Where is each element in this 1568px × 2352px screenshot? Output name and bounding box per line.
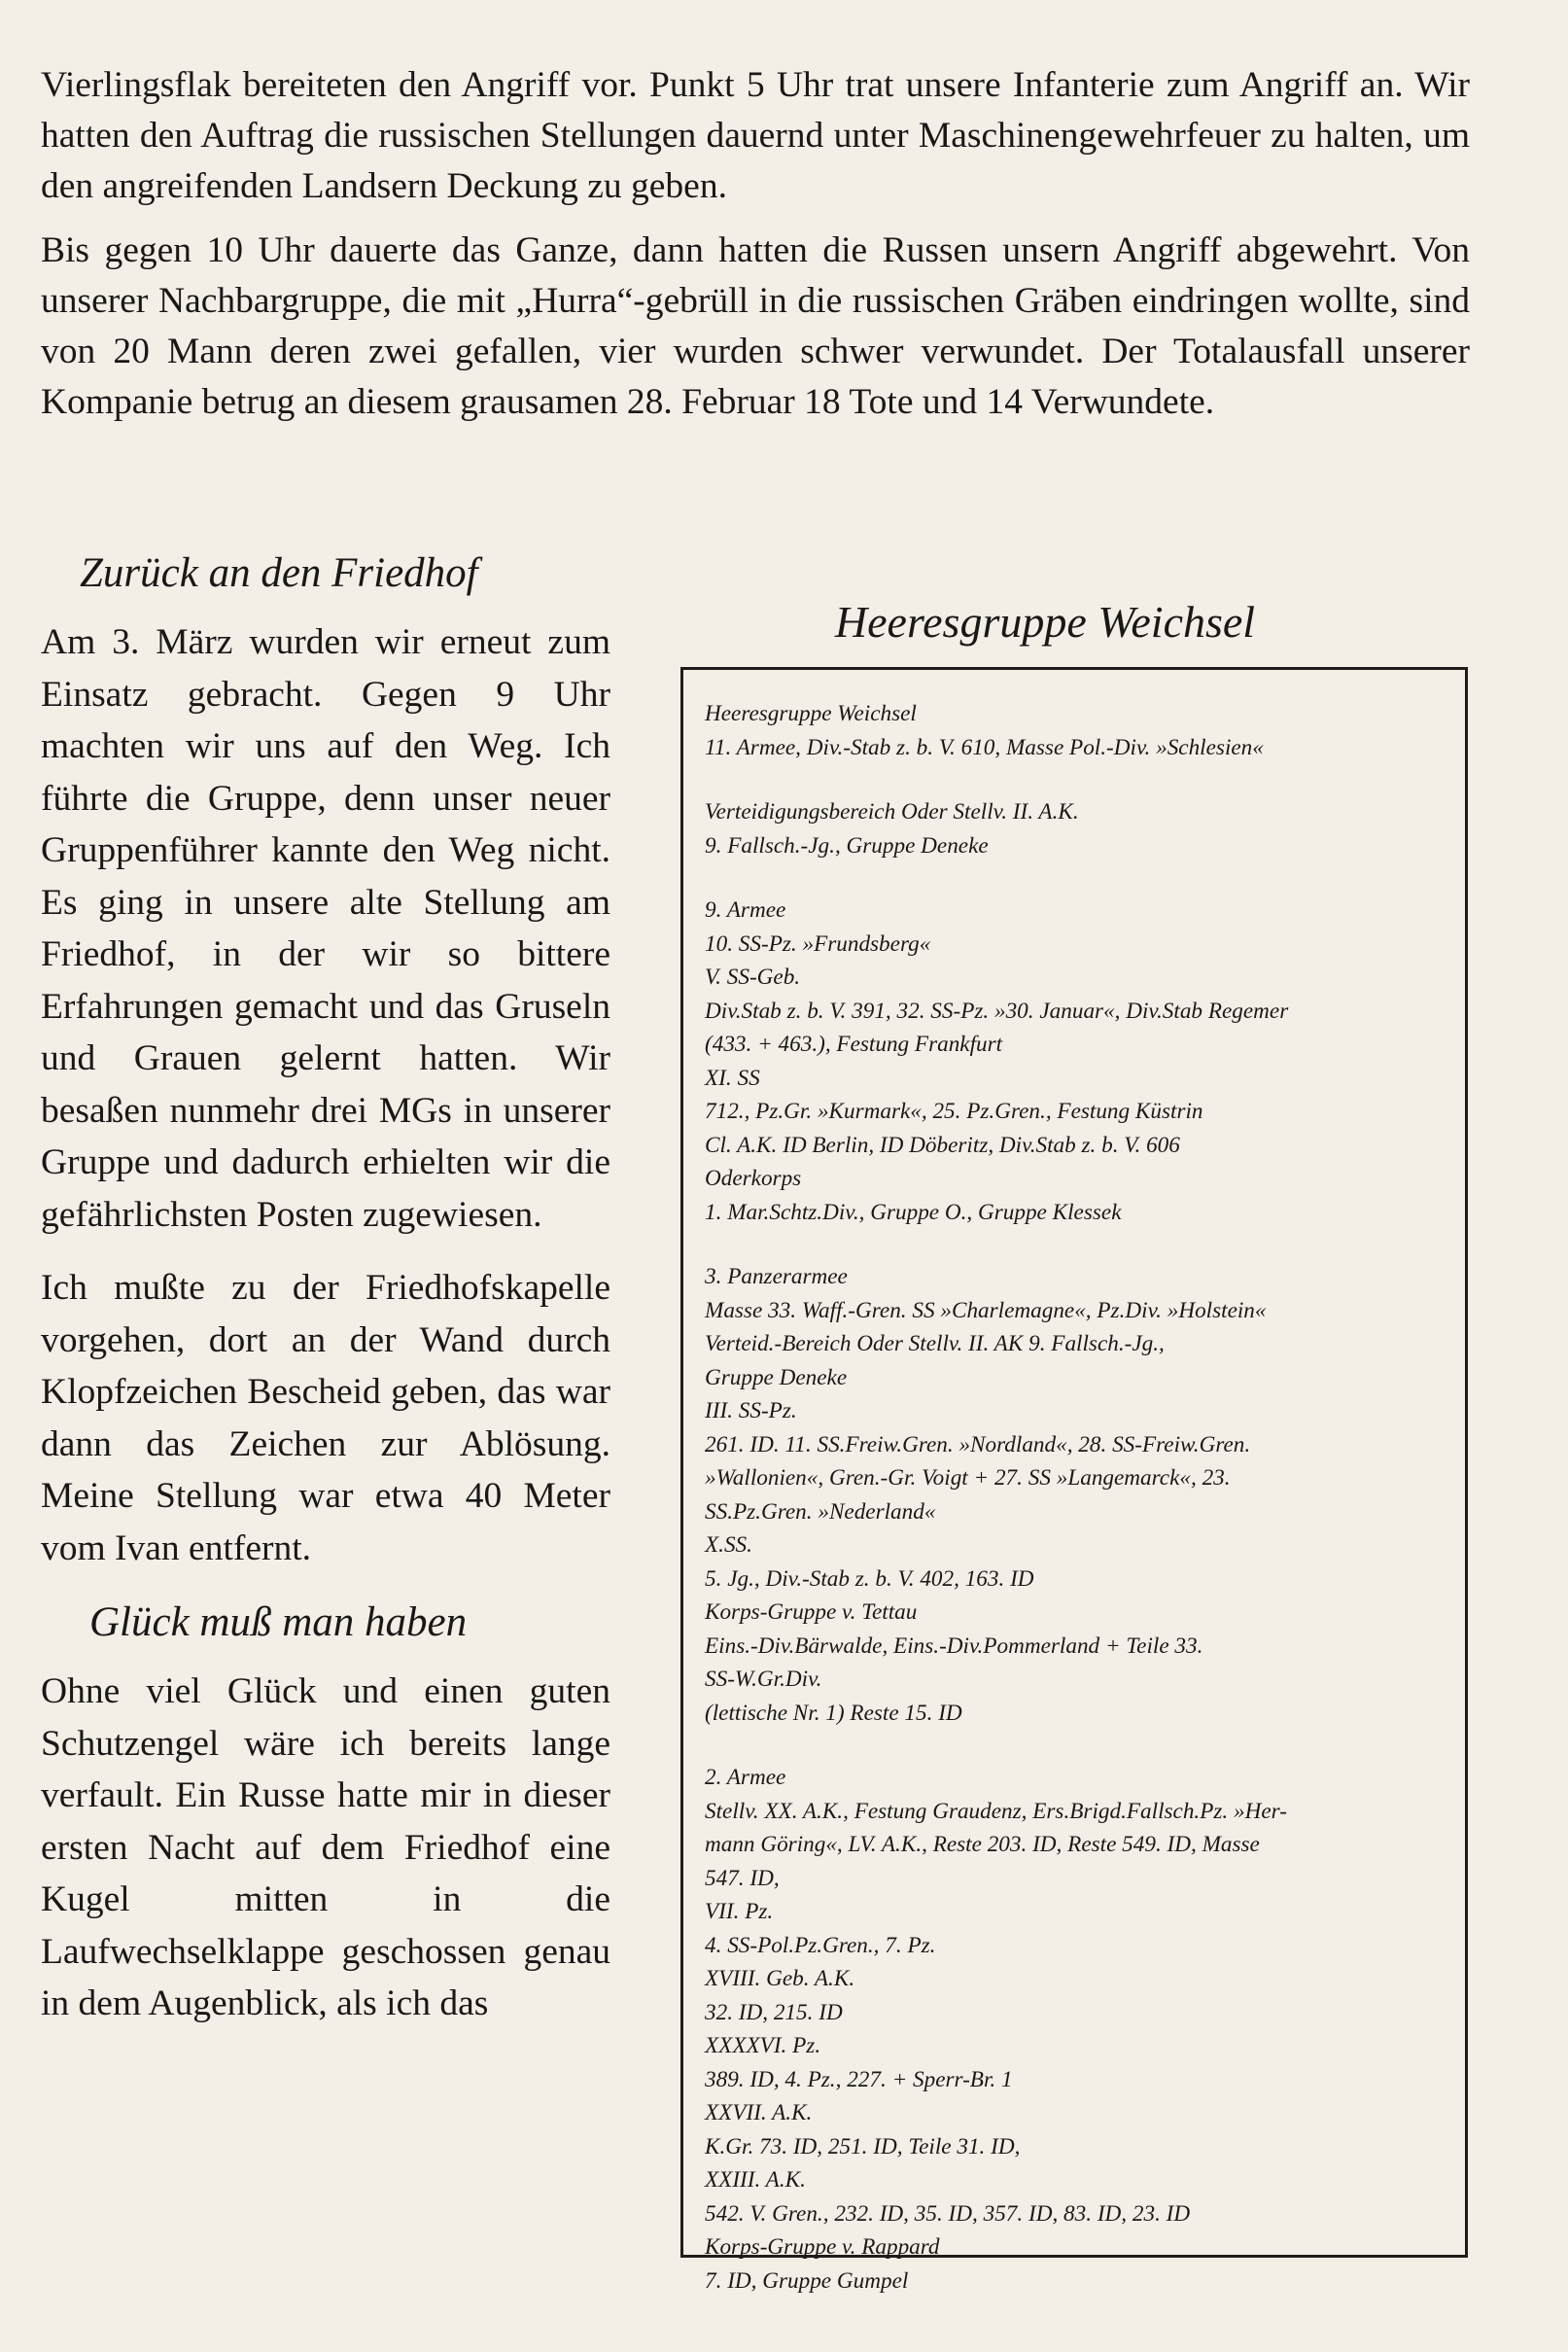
box-line: III. SS-Pz. <box>705 1398 797 1423</box>
box-line: XXIII. A.K. <box>705 2167 806 2193</box>
body-paragraph: Am 3. März wurden wir erneut zum Einsatz gebracht. Gegen 9 Uhr machten wir uns auf den Weg. Ich führte die Gruppe, denn unser neuer Gruppenführer kannte den Weg nicht. Es ging in unsere alte Stellung am Friedhof, in der wir so bittere Erfahrungen gemacht und das Gruseln und Grauen gelernt hatten. Wir besaßen nunmehr drei MGs in unserer Gruppe und dadurch erhielten wir die gefährlichsten Posten zugewiesen. <box>41 622 610 1235</box>
box-line: Oderkorps <box>705 1166 802 1191</box>
box-line: 547. ID, <box>705 1865 780 1891</box>
box-line: (lettische Nr. 1) Reste 15. ID <box>705 1700 962 1726</box>
order-of-battle-box <box>680 667 1468 2294</box>
box-line: SS.Pz.Gren. »Nederland« <box>705 1498 936 1525</box>
box-line: 542. V. Gren., 232. ID, 35. ID, 357. ID, 83. ID, 23. ID <box>705 2200 1191 2227</box>
box-line: »Wallonien«, Gren.-Gr. Voigt + 27. SS »Langemarck«, 23. <box>705 1465 1231 1491</box>
body-paragraph: Ich mußte zu der Friedhofskapelle vorgehen, dort an der Wand durch Klopfzeichen Bescheid geben, das war dann das Zeichen zur Ablösung. Meine Stellung war etwa 40 Meter vom Ivan entfernt. <box>41 1268 610 1568</box>
box-line: Korps-Gruppe v. Rappard <box>705 2234 940 2260</box>
box-line: 32. ID, 215. ID <box>705 1999 843 2025</box>
box-line: Masse 33. Waff.-Gren. SS »Charlemagne«, Pz.Div. »Holstein« <box>705 1297 1267 1323</box>
box-line: 10. SS-Pz. »Frundsberg« <box>705 930 931 957</box>
box-line: VII. Pz. <box>705 1899 774 1924</box>
box-line: 9. Fallsch.-Jg., Gruppe Deneke <box>705 832 989 859</box>
box-line: 4. SS-Pol.Pz.Gren., 7. Pz. <box>705 1932 936 1958</box>
box-line: XVIII. Geb. A.K. <box>705 1966 855 1991</box>
box-line: (433. + 463.), Festung Frankfurt <box>705 1032 1003 1057</box>
box-line: Stellv. XX. A.K., Festung Graudenz, Ers.Brigd.Fallsch.Pz. »Her- <box>705 1798 1287 1824</box>
box-line: 9. Armee <box>705 897 786 923</box>
intro-paragraph: Vierlingsflak bereiteten den Angriff vor. Punkt 5 Uhr trat unsere Infanterie zum Angriff an. Wir hatten den Auftrag die russischen Stellungen dauernd unter Maschinengewehrfeuer zu halten, um den angreifenden Landsern Deckung zu geben. <box>41 65 1470 206</box>
box-line: SS-W.Gr.Div. <box>705 1667 822 1692</box>
box-line: 5. Jg., Div.-Stab z. b. V. 402, 163. ID <box>705 1565 1034 1592</box>
box-line: 389. ID, 4. Pz., 227. + Sperr-Br. 1 <box>705 2066 1013 2092</box>
box-line: Verteidigungsbereich Oder Stellv. II. A.K. <box>705 799 1079 825</box>
box-line: Korps-Gruppe v. Tettau <box>705 1599 918 1625</box>
box-line: Heeresgruppe Weichsel <box>705 701 917 726</box>
box-group <box>705 795 1446 862</box>
box-group <box>705 1260 1446 1730</box>
box-line: Verteid.-Bereich Oder Stellv. II. AK 9. Fallsch.-Jg., <box>705 1331 1165 1356</box>
intro-text <box>41 60 1470 441</box>
box-line: 1. Mar.Schtz.Div., Gruppe O., Gruppe Klessek <box>705 1199 1122 1225</box>
box-line: XXXXVI. Pz. <box>705 2033 821 2058</box>
box-line: XXVII. A.K. <box>705 2100 813 2125</box>
section-heading: Zurück an den Friedhof <box>80 550 478 596</box>
box-line: X.SS. <box>705 1532 752 1558</box>
box-line: 261. ID. 11. SS.Freiw.Gren. »Nordland«, 28. SS-Freiw.Gren. <box>705 1431 1251 1457</box>
box-line: Cl. A.K. ID Berlin, ID Döberitz, Div.Stab z. b. V. 606 <box>705 1132 1180 1158</box>
box-line: 712., Pz.Gr. »Kurmark«, 25. Pz.Gren., Festung Küstrin <box>705 1099 1203 1124</box>
left-column <box>41 544 610 2030</box>
box-line: 2. Armee <box>705 1765 786 1790</box>
box-group <box>705 1761 1446 2298</box>
intro-paragraph: Bis gegen 10 Uhr dauerte das Ganze, dann hatten die Russen unsern Angriff abgewehrt. Von unserer Nachbargruppe, die mit „Hurra“-gebrüll in die russischen Gräben eindringen wollte, sind von 20 Mann deren zwei gefallen, vier wurden schwer verwundet. Der Totalausfall unserer Kompanie betrug an diesem grausamen 28. Februar 18 Tote und 14 Verwundete. <box>41 230 1470 422</box>
section-heading: Glück muß man haben <box>89 1599 468 1645</box>
box-group <box>705 894 1446 1229</box>
box-line: Div.Stab z. b. V. 391, 32. SS-Pz. »30. Januar«, Div.Stab Regemer <box>705 998 1289 1024</box>
box-line: V. SS-Geb. <box>705 965 801 990</box>
box-line: XI. SS <box>705 1065 760 1091</box>
box-line: 11. Armee, Div.-Stab z. b. V. 610, Masse Pol.-Div. »Schlesien« <box>705 734 1264 760</box>
box-line: 3. Panzerarmee <box>705 1264 848 1289</box>
box-line: Eins.-Div.Bärwalde, Eins.-Div.Pommerland + Teile 33. <box>705 1632 1203 1659</box>
box-line: 7. ID, Gruppe Gumpel <box>705 2267 909 2294</box>
box-line: Gruppe Deneke <box>705 1364 848 1390</box>
box-line: K.Gr. 73. ID, 251. ID, Teile 31. ID, <box>705 2133 1021 2159</box>
box-group <box>705 697 1446 764</box>
body-paragraph: Ohne viel Glück und einen guten Schutzengel wäre ich bereits lange verfault. Ein Russe hatte mir in dieser ersten Nacht auf dem Friedhof eine Kugel mitten in die Laufwechselklappe geschossen genau in dem Augenblick, als ich das <box>41 1671 610 2023</box>
box-title: Heeresgruppe Weichsel <box>834 597 1256 647</box>
box-line: mann Göring«, LV. A.K., Reste 203. ID, Reste 549. ID, Masse <box>705 1832 1260 1857</box>
